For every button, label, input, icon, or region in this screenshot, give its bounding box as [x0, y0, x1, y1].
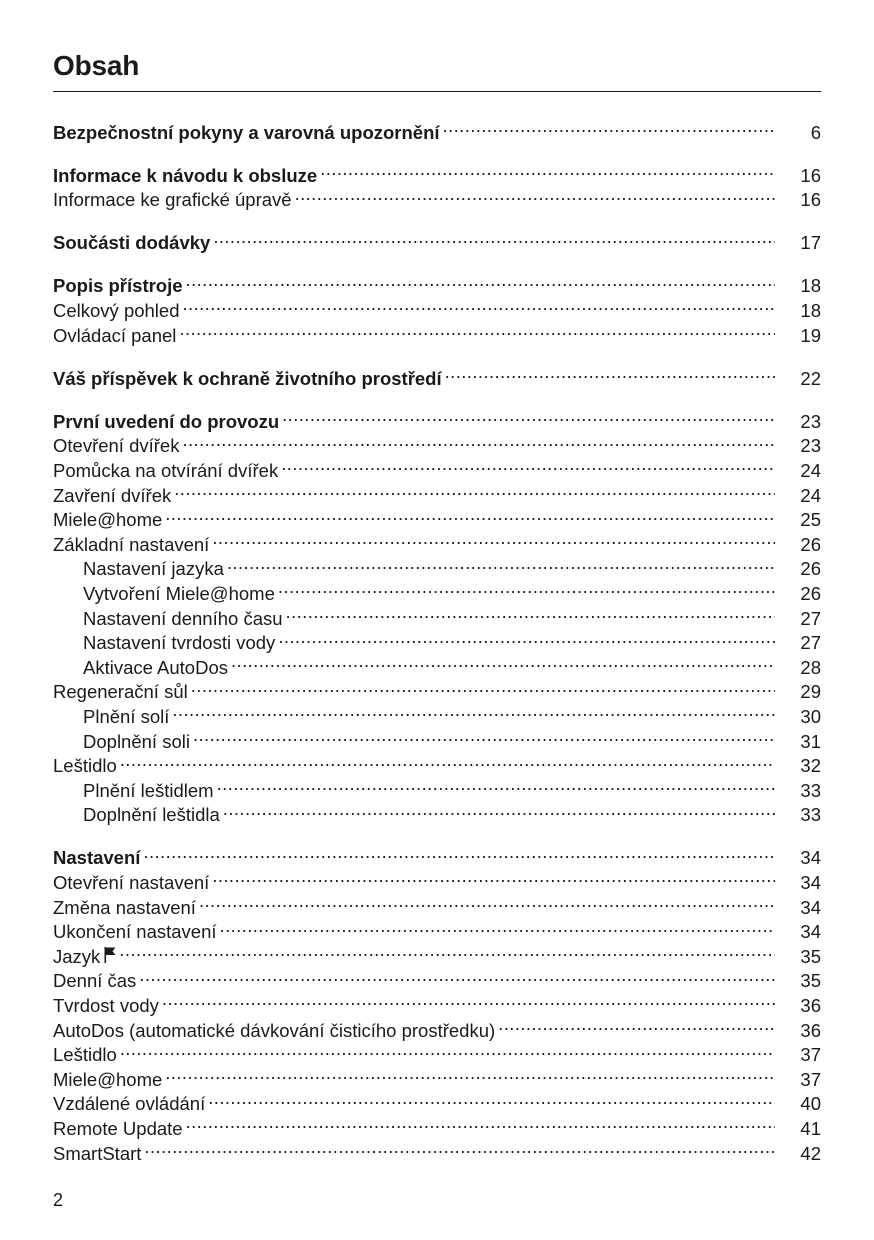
- toc-entry-label: Miele@home: [53, 509, 163, 531]
- dot-leader: [231, 649, 775, 674]
- dot-leader: [119, 938, 775, 963]
- toc-entry-label: Doplnění leštidla: [83, 804, 220, 826]
- toc-entry-label: Pomůcka na otvírání dvířek: [53, 460, 279, 482]
- toc-entry-label: Miele@home: [53, 1068, 163, 1090]
- toc-entry-page: 26: [800, 558, 821, 580]
- page-title: Obsah: [53, 50, 140, 81]
- dot-leader: [144, 1135, 775, 1160]
- toc-section: [53, 268, 821, 346]
- toc-entry-label: Jazyk: [53, 945, 101, 967]
- dot-leader: [227, 551, 775, 576]
- toc-entry[interactable]: [53, 864, 821, 894]
- toc-entry-label: Leštidlo: [53, 755, 117, 777]
- toc-entry[interactable]: [53, 114, 821, 143]
- toc-entry-label: Ukončení nastavení: [53, 921, 217, 943]
- dot-leader: [295, 182, 775, 207]
- toc-entry[interactable]: [53, 526, 821, 555]
- title-divider: [53, 91, 821, 92]
- dot-leader: [220, 914, 775, 939]
- toc-entry-page: 31: [800, 730, 821, 752]
- toc-entry-page: 32: [800, 755, 821, 777]
- dot-leader: [186, 1110, 775, 1135]
- dot-leader: [186, 268, 775, 293]
- toc-section: [53, 225, 821, 254]
- dot-leader: [165, 502, 775, 527]
- dot-leader: [165, 1061, 775, 1086]
- toc-entry-label: Informace k návodu k obsluze: [53, 164, 318, 186]
- toc-entry[interactable]: [53, 157, 821, 186]
- dot-leader: [172, 698, 775, 723]
- toc-entry[interactable]: [53, 1135, 821, 1164]
- toc-entry-page: 16: [800, 189, 821, 211]
- toc-entry[interactable]: [53, 938, 821, 967]
- dot-leader: [120, 748, 775, 773]
- flag-icon: [104, 947, 116, 963]
- toc-entry-page: 35: [800, 945, 821, 967]
- toc-entry-label: Remote Update: [53, 1117, 183, 1139]
- toc-entry-label: Aktivace AutoDos: [83, 656, 228, 678]
- toc-entry[interactable]: [53, 403, 821, 432]
- toc-entry-page: 23: [800, 410, 821, 432]
- toc-entry-page: 17: [800, 232, 821, 254]
- toc-entry-label: Otevření dvířek: [53, 435, 180, 457]
- toc-entry[interactable]: [53, 225, 821, 254]
- page-number: 2: [53, 1190, 64, 1210]
- toc-entry-page: 42: [800, 1142, 821, 1164]
- toc-entry-label: Vzdálené ovládání: [53, 1093, 206, 1115]
- dot-leader: [182, 428, 775, 453]
- toc-section: [53, 157, 821, 211]
- dot-leader: [174, 477, 775, 502]
- toc-entry[interactable]: [53, 772, 821, 801]
- toc-section: [53, 360, 821, 389]
- toc-entry-page: 27: [800, 607, 821, 629]
- toc-entry-label: AutoDos (automatické dávkování čisticího prostředku): [53, 1019, 496, 1041]
- toc-entry-label: Zavření dvířek: [53, 484, 172, 506]
- dot-leader: [193, 723, 775, 748]
- toc-entry[interactable]: [53, 360, 821, 389]
- toc-entry-label: Nastavení: [53, 847, 141, 869]
- toc-entry[interactable]: [53, 1086, 821, 1115]
- toc-entry-page: 37: [800, 1044, 821, 1066]
- toc-entry[interactable]: [53, 963, 821, 992]
- toc-entry-label: Informace ke grafické úpravě: [53, 189, 292, 211]
- toc-entry-label: Tvrdost vody: [53, 995, 159, 1016]
- toc-entry[interactable]: [53, 1012, 821, 1041]
- dot-leader: [162, 987, 775, 1012]
- dot-leader: [212, 526, 775, 551]
- dot-leader: [498, 1012, 775, 1037]
- toc-entry-page: 6: [810, 121, 821, 143]
- toc-entry-label: Plnění leštidlem: [83, 779, 214, 801]
- toc-entry-page: 24: [800, 484, 821, 506]
- toc-entry[interactable]: [53, 840, 821, 869]
- toc-entry-label: Doplnění soli: [83, 730, 190, 752]
- toc-entry-page: 34: [800, 921, 821, 943]
- dot-leader: [278, 575, 775, 600]
- toc-entry-page: 23: [800, 435, 821, 457]
- toc-entry-label: Nastavení denního času: [83, 607, 283, 629]
- toc-entry-label: Vytvoření Miele@home: [83, 583, 275, 604]
- toc-entry-page: 25: [800, 509, 821, 531]
- toc-entry-label: Plnění solí: [83, 705, 170, 727]
- toc-entry-label: SmartStart: [53, 1142, 142, 1164]
- toc-entry-page: 19: [800, 324, 821, 346]
- dot-leader: [120, 1037, 775, 1062]
- dot-leader: [217, 772, 775, 797]
- dot-leader: [183, 292, 776, 317]
- toc-entry-page: 28: [800, 656, 821, 678]
- dot-leader: [208, 1086, 775, 1111]
- toc-entry-page: 34: [800, 847, 821, 869]
- toc-entry-page: 29: [800, 681, 821, 703]
- toc-entry-label: Regenerační sůl: [53, 681, 188, 703]
- toc-entry-page: 37: [800, 1068, 821, 1090]
- dot-leader: [320, 157, 775, 182]
- dot-leader: [191, 674, 775, 699]
- toc-entry-page: 33: [800, 804, 821, 826]
- toc-section: [53, 114, 821, 143]
- dot-leader: [223, 797, 775, 822]
- toc-entry-page: 36: [800, 1019, 821, 1041]
- toc-entry-label: Součásti dodávky: [53, 232, 211, 254]
- dot-leader: [212, 864, 775, 889]
- toc-entry-page: 41: [800, 1117, 821, 1139]
- toc-entry-page: 26: [800, 583, 821, 604]
- toc-entry-page: 34: [800, 896, 821, 918]
- toc-section: [53, 403, 821, 826]
- toc-entry-page: 18: [800, 275, 821, 297]
- toc-entry-label: Změna nastavení: [53, 896, 196, 918]
- toc-entry-page: 30: [800, 705, 821, 727]
- dot-leader: [199, 889, 775, 914]
- toc-entry[interactable]: [53, 502, 821, 531]
- toc-entry-page: 36: [800, 995, 821, 1016]
- toc-entry-label: Denní čas: [53, 970, 137, 992]
- dot-leader: [143, 840, 775, 865]
- toc-entry-label: Bezpečnostní pokyny a varovná upozornění: [53, 121, 440, 143]
- toc-entry-label: Nastavení jazyka: [83, 558, 224, 580]
- dot-leader: [445, 360, 775, 385]
- toc-entry-page: 26: [800, 533, 821, 555]
- toc-entry-label: Celkový pohled: [53, 300, 180, 322]
- toc-entry-label: První uvedení do provozu: [53, 410, 280, 432]
- toc-section: [53, 840, 821, 1164]
- toc-entry-label: Váš příspěvek k ochraně životního prostředí: [53, 367, 442, 389]
- toc-entry-page: 40: [800, 1093, 821, 1115]
- dot-leader: [281, 452, 775, 477]
- toc-entry-label: Základní nastavení: [53, 533, 210, 555]
- dot-leader: [278, 625, 775, 650]
- toc-entry[interactable]: [53, 268, 821, 297]
- toc-entry-page: 24: [800, 460, 821, 482]
- toc-entry-page: 35: [800, 970, 821, 992]
- toc-entry-label: Ovládací panel: [53, 324, 177, 346]
- toc-entry-page: 27: [800, 632, 821, 654]
- dot-leader: [139, 963, 775, 988]
- toc-entry-page: 34: [800, 872, 821, 894]
- toc-entry[interactable]: [53, 748, 821, 777]
- toc-entry-label: Leštidlo: [53, 1044, 117, 1066]
- table-of-contents: [53, 114, 821, 1164]
- toc-entry[interactable]: [53, 1037, 821, 1066]
- dot-leader: [179, 317, 775, 342]
- toc-entry[interactable]: [53, 987, 821, 1016]
- toc-entry-page: 16: [800, 164, 821, 186]
- toc-entry-page: 33: [800, 779, 821, 801]
- dot-leader: [213, 225, 775, 250]
- toc-entry-label: Otevření nastavení: [53, 872, 210, 894]
- dot-leader: [443, 114, 775, 139]
- toc-entry-label: Nastavení tvrdosti vody: [83, 632, 276, 654]
- toc-entry-label: Popis přístroje: [53, 275, 183, 297]
- toc-entry-page: 18: [800, 300, 821, 322]
- toc-entry-page: 22: [800, 367, 821, 389]
- dot-leader: [282, 403, 775, 428]
- toc-entry[interactable]: [53, 1061, 821, 1090]
- dot-leader: [286, 600, 775, 625]
